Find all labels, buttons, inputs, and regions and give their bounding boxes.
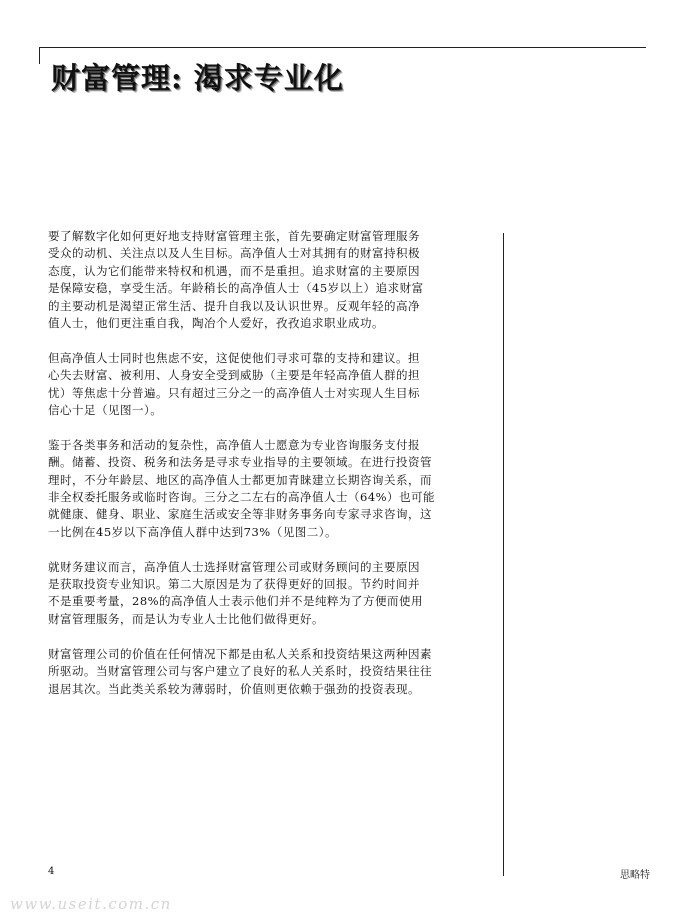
paragraph-1 — [48, 228, 493, 332]
text-line: 心失去财富、被利用、人身安全受到威胁（主要是年轻高净值人群的担 — [48, 368, 420, 383]
text-line: 不是重要考量，28%的高净值人士表示他们并不是纯粹为了方便而使用 — [48, 594, 424, 609]
text-line: 退居其次。当此类关系较为薄弱时，价值则更依赖于强劲的投资表现。 — [48, 681, 420, 696]
text-line: 但高净值人士同时也焦虑不安，这促使他们寻求可靠的支持和建议。担 — [48, 350, 420, 365]
watermark: www.useit.com.cn — [10, 895, 172, 913]
text-line: 态度，认为它们能带来特权和机遇，而不是重担。追求财富的主要原因 — [48, 263, 420, 278]
text-line: 所驱动。当财富管理公司与客户建立了良好的私人关系时，投资结果往往 — [48, 664, 432, 679]
column-rule — [503, 233, 504, 876]
text-line: 是获取投资专业知识。第二大原因是为了获得更好的回报。节约时间并 — [48, 577, 420, 592]
text-line: 受众的动机、关注点以及人生目标。高净值人士对其拥有的财富持积极 — [48, 246, 420, 261]
paragraph-2 — [48, 350, 493, 420]
text-line: 鉴于各类事务和活动的复杂性，高净值人士愿意为专业咨询服务支付报 — [48, 437, 420, 452]
text-line: 要了解数字化如何更好地支持财富管理主张，首先要确定财富管理服务 — [48, 229, 420, 243]
paragraph-5 — [48, 646, 493, 698]
text-line: 财富管理公司的价值在任何情况下都是由私人关系和投资结果这两种因素 — [48, 646, 432, 661]
paragraph-4 — [48, 559, 493, 629]
page-number: 4 — [48, 866, 55, 877]
top-rule — [39, 47, 646, 48]
text-line: 是保障安稳，享受生活。年龄稍长的高净值人士（45岁以上）追求财富 — [48, 281, 424, 296]
text-line: 一比例在45岁以下高净值人群中达到73%（见图二）。 — [48, 524, 337, 539]
text-line: 非全权委托服务或临时咨询。三分之二左右的高净值人士（64%）也可能 — [48, 490, 436, 505]
paragraph-3 — [48, 437, 493, 541]
top-rule-tick — [39, 47, 40, 64]
text-line: 财富管理服务，而是认为专业人士比他们做得更好。 — [48, 611, 324, 626]
text-line: 酬。储蓄、投资、税务和法务是寻求专业指导的主要领域。在进行投资管 — [48, 455, 432, 470]
text-line: 就健康、健身、职业、家庭生活或安全等非财务事务向专家寻求咨询，这 — [48, 507, 432, 522]
text-line: 的主要动机是渴望正常生活、提升自我以及认识世界。反观年轻的高净 — [48, 298, 420, 313]
text-line: 就财务建议而言，高净值人士选择财富管理公司或财务顾问的主要原因 — [48, 559, 420, 574]
text-line: 信心十足（见图一）。 — [48, 403, 163, 418]
text-line: 值人士，他们更注重自我，陶冶个人爱好，孜孜追求职业成功。 — [48, 316, 384, 331]
brand-name: 思略特 — [620, 870, 650, 881]
text-line: 忧）等焦虑十分普遍。只有超过三分之一的高净值人士对实现人生目标 — [48, 385, 420, 400]
text-line: 理时，不分年龄层、地区的高净值人士都更加青睐建立长期咨询关系，而 — [48, 472, 432, 487]
article-body — [48, 228, 493, 715]
page-title: 财富管理: 渴求专业化 — [51, 61, 344, 95]
